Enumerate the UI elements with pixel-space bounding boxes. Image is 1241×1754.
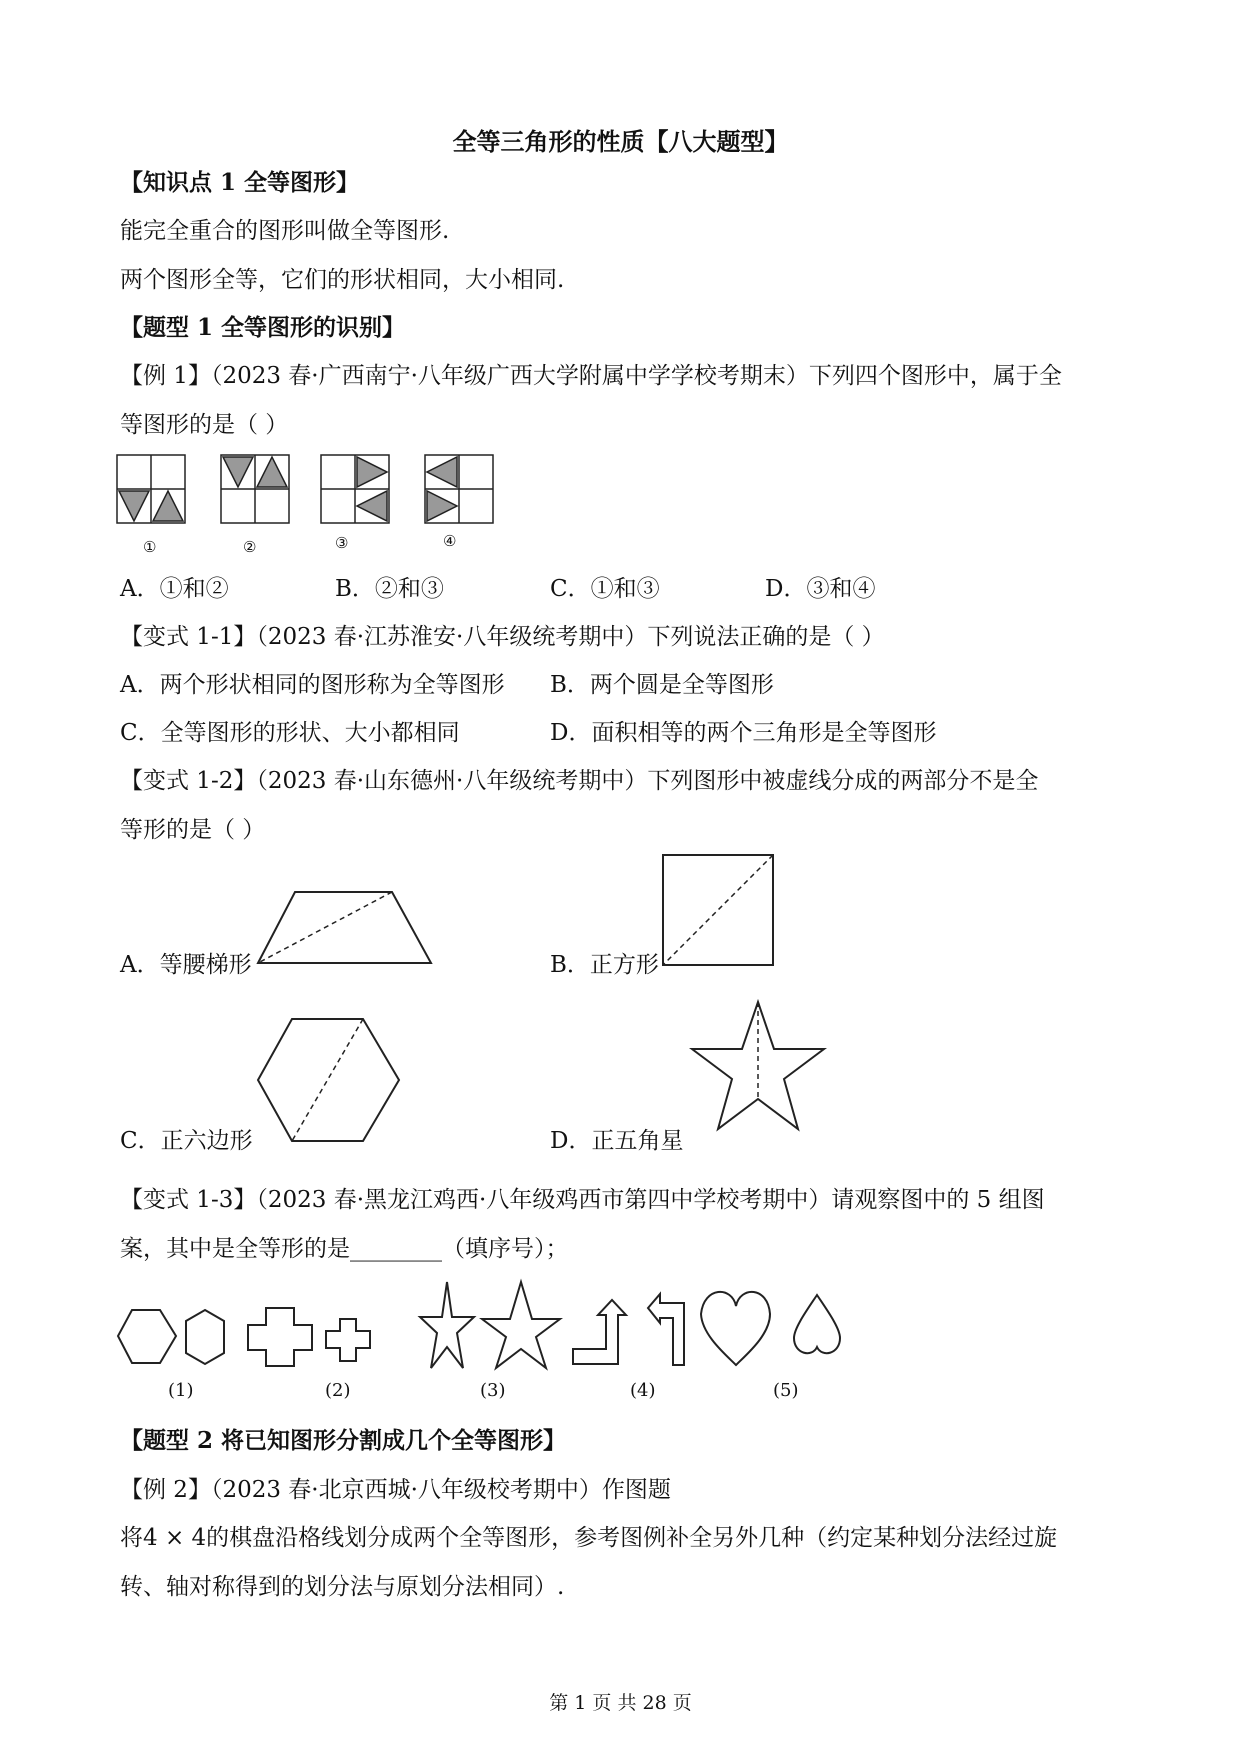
group-label-3: (3) [480, 1380, 506, 1401]
type1-heading: 【题型 1 全等图形的识别】 [120, 314, 406, 341]
variant11-line1: 【变式 1-1】（2023 春·江苏淮安·八年级统考期中）下列说法正确的是（ ） [120, 624, 885, 650]
example1-option-a: A．①和② [120, 576, 229, 602]
trapezoid-figure [255, 888, 435, 978]
variant11-option-b: B．两个圆是全等图形 [550, 672, 774, 698]
example1-line1: 【例 1】（2023 春·广西南宁·八年级广西大学附属中学学校考期末）下列四个图形中，属于全 [120, 363, 1062, 389]
example1-option-d: D．③和④ [765, 576, 876, 602]
hexagon-figure [256, 1015, 406, 1145]
example2-line3: 转、轴对称得到的划分法与原划分法相同）. [120, 1574, 565, 1600]
figure-label-2: ② [243, 538, 257, 556]
figure-2 [221, 455, 289, 523]
variant12-option-b: B．正方形 [550, 952, 659, 978]
variant11-option-d: D．面积相等的两个三角形是全等图形 [550, 720, 937, 746]
page-footer: 第 1 页 共 28 页 [549, 1692, 692, 1714]
variant13-line1: 【变式 1-3】（2023 春·黑龙江鸡西·八年级鸡西市第四中学校考期中）请观察图中的 5 组图 [120, 1187, 1045, 1213]
knowledge-line-2: 两个图形全等，它们的形状相同，大小相同. [120, 267, 565, 293]
square-figure [660, 852, 780, 972]
example1-line2: 等图形的是（ ） [120, 412, 289, 438]
group-label-5: (5) [773, 1380, 799, 1401]
type2-heading: 【题型 2 将已知图形分割成几个全等图形】 [120, 1427, 567, 1454]
group-label-4: (4) [630, 1380, 656, 1401]
knowledge-heading: 【知识点 1 全等图形】 [120, 169, 360, 196]
figure-label-3: ③ [335, 534, 349, 552]
group-3 [420, 1282, 560, 1368]
variant12-option-d: D．正五角星 [550, 1128, 684, 1154]
variant13-line2: 案，其中是全等形的是________（填序号）； [120, 1236, 569, 1262]
group-label-2: (2) [325, 1380, 351, 1401]
group-label-1: (1) [168, 1380, 194, 1401]
page-title: 全等三角形的性质【八大题型】 [452, 127, 789, 156]
group-2 [248, 1308, 370, 1366]
example1-option-c: C．①和③ [550, 576, 660, 602]
variant12-line2: 等形的是（ ） [120, 817, 266, 843]
variant11-option-c: C．全等图形的形状、大小都相同 [120, 720, 460, 746]
figure-label-1: ① [143, 538, 157, 556]
figure-1 [117, 455, 185, 523]
figure-3 [321, 455, 389, 523]
example2-line2: 将4 × 4的棋盘沿格线划分成两个全等图形，参考图例补全另外几种（约定某种划分法经过旋 [120, 1525, 1058, 1551]
figure-label-4: ④ [443, 532, 457, 550]
variant11-option-a: A．两个形状相同的图形称为全等图形 [120, 672, 505, 698]
group-4 [573, 1294, 684, 1365]
star-figure [684, 998, 834, 1148]
figure-4 [425, 455, 493, 523]
variant12-line1: 【变式 1-2】（2023 春·山东德州·八年级统考期中）下列图形中被虚线分成的两部分不是全 [120, 768, 1039, 794]
example2-line1: 【例 2】（2023 春·北京西城·八年级校考期中）作图题 [120, 1477, 671, 1503]
example1-option-b: B．②和③ [335, 576, 444, 602]
group-5 [701, 1292, 840, 1365]
group-1 [118, 1310, 224, 1364]
variant13-figures [116, 1280, 856, 1380]
variant12-option-a: A．等腰梯形 [120, 952, 252, 978]
variant12-option-c: C．正六边形 [120, 1128, 253, 1154]
knowledge-line-1: 能完全重合的图形叫做全等图形. [120, 218, 450, 244]
